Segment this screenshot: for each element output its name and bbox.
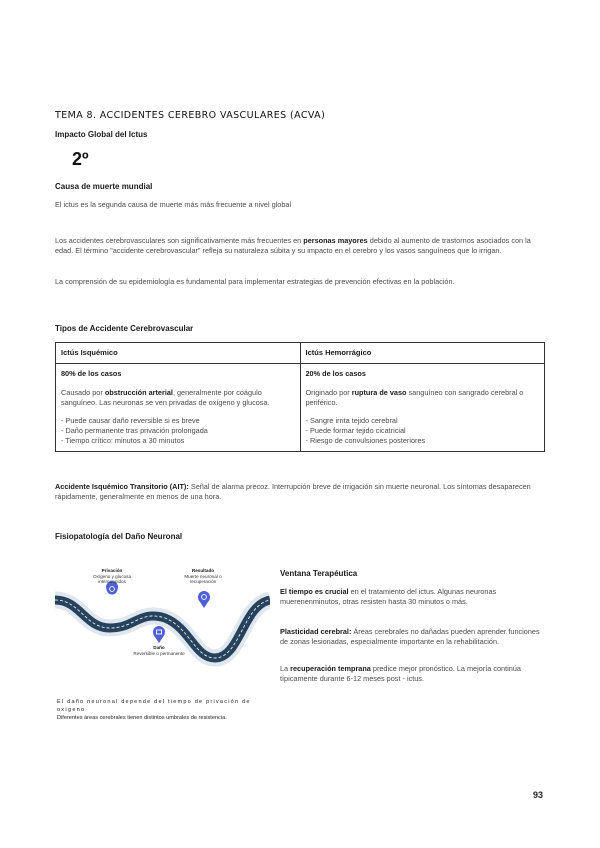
neuronal-damage-diagram — [55, 560, 270, 695]
ischemic-header: Ictús Isquémico — [56, 343, 301, 364]
hemorrhagic-header: Ictús Hemorrágico — [300, 343, 545, 364]
ischemic-pct: 80% de los casos — [61, 369, 122, 378]
ischemic-desc: Causado por obstrucción arterial, generalmente por coágulo sanguíneo. Las neuronas se ven privadas de oxígeno y glucosa. — [61, 388, 270, 407]
hemorrhagic-bullet: - Puede formar tejido cicatricial — [305, 426, 406, 435]
ischemic-bullet: - Tiempo crítico: minutos a 30 minutos — [61, 436, 185, 445]
hemorrhagic-desc: Originado por ruptura de vaso sanguíneo con sangrado cerebral o periférico. — [305, 388, 524, 407]
impact-heading: Impacto Global del Ictus — [55, 130, 148, 139]
hemorrhagic-pct: 20% de los casos — [305, 369, 366, 378]
physio-heading: Fisiopatología del Daño Neuronal — [55, 532, 183, 541]
intro-paragraph-2: La comprensión de su epidemiología es fundamental para implementar estrategias de prevención efectivas en la población. — [55, 277, 455, 286]
left-node-label: Privación Oxígeno y glucosa interrumpidos — [92, 568, 132, 584]
window-paragraph-1: El tiempo es crucial en el tratamiento del ictus. Algunas neuronas muerenenminutos, otras resisten hasta 30 minutos o más. — [280, 587, 497, 606]
hemorrhagic-bullet: - Riesgo de convulsiones posteriores — [305, 436, 426, 445]
hemorrhagic-cell — [300, 364, 545, 452]
stroke-types-table — [55, 342, 545, 452]
bottom-node-label: Daño Reversible o permanente — [133, 645, 185, 656]
window-paragraph-2: Plasticidad cerebral: Áreas cerebrales no dañadas pueden aprender funciones de zonas lesionadas, especialmente importante en la rehabilitación. — [280, 627, 540, 646]
impact-desc: El ictus es la segunda causa de muerte más más frecuente a nivel global — [55, 200, 292, 209]
hemorrhagic-bullet: - Sangre irrita tejido cerebral — [305, 416, 398, 425]
right-node-label: Resultado Muerte neuronal o recuperación — [184, 568, 222, 584]
ischemic-cell — [56, 364, 301, 452]
intro-paragraph-1: Los accidentes cerebrovasculares son significativamente más frecuentes en personas mayores debido al aumento de trastornos asociados con la edad. El término "accidente cerebrovascular" refleja su naturaleza súbita y su impacto en el cerebro y los vasos sanguíneos que lo irrigan. — [55, 236, 531, 255]
pin-icon — [107, 584, 118, 595]
page-title: TEMA 8. ACCIDENTES CEREBRO VASCULARES (ACVA) — [55, 110, 326, 121]
ait-paragraph: Accidente Isquémico Transitorio (AIT): Señal de alarma precoz. Interrupción breve de irrigación sin muerte neuronal. Los síntomas desaparecen rápidamente, generalmente en menos de una hora. — [55, 482, 531, 501]
window-paragraph-3: La recuperación temprana predice mejor pronóstico. La mejoría continúa típicamente durante 6-12 meses post - ictus. — [280, 664, 521, 683]
ischemic-bullet: - Puede causar daño reversible si es breve — [61, 416, 200, 425]
right-marker — [198, 591, 210, 608]
diagram-caption: El daño neuronal depende del tiempo de privación de oxígeno Diferentes áreas cerebrales tienen distintos umbrales de resistencia. — [57, 699, 251, 721]
therapeutic-window-heading: Ventana Terapéutica — [280, 569, 358, 578]
bottom-marker — [153, 626, 165, 643]
types-heading: Tipos de Accidente Cerebrovascular — [55, 324, 194, 333]
impact-subheading: Causa de muerte mundial — [55, 182, 153, 191]
page-number: 93 — [533, 790, 544, 800]
big-stat: 2º — [72, 149, 89, 169]
ischemic-bullet: - Daño permanente tras privación prolongada — [61, 426, 208, 435]
